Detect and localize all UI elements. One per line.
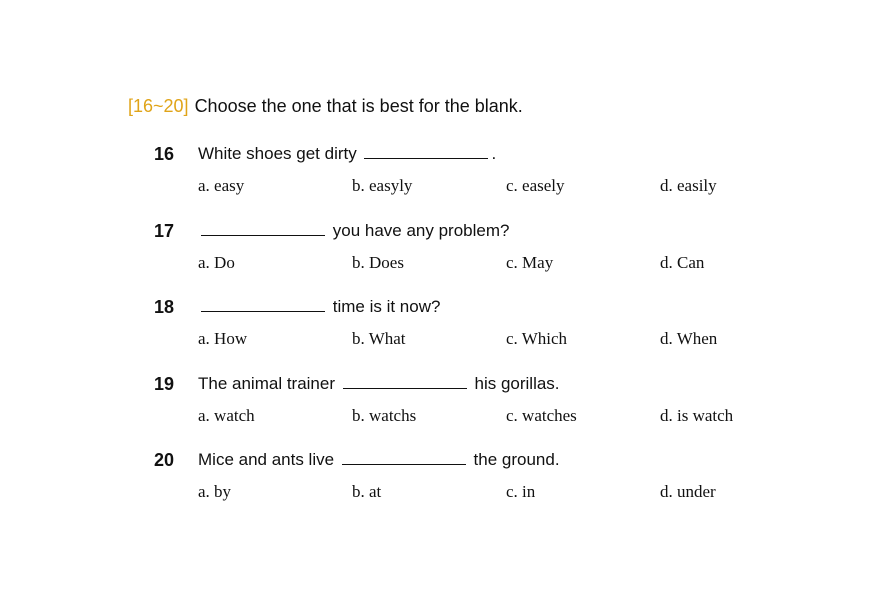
question-text bbox=[198, 372, 560, 396]
option-c[interactable]: c. in bbox=[506, 482, 536, 501]
option-c[interactable]: c. Which bbox=[506, 329, 568, 348]
question-number: 16 bbox=[154, 144, 175, 164]
question-line bbox=[154, 448, 834, 472]
answer-blank bbox=[201, 296, 325, 312]
option-b[interactable]: b. Does bbox=[352, 253, 404, 272]
option-a[interactable]: a. by bbox=[198, 482, 232, 501]
question-text-before: The animal trainer bbox=[198, 374, 336, 393]
option-b[interactable]: b. at bbox=[352, 482, 382, 501]
question-16 bbox=[154, 142, 834, 198]
question-text-after: . bbox=[491, 144, 497, 163]
question-18 bbox=[154, 295, 834, 351]
option-a[interactable]: a. Do bbox=[198, 253, 235, 272]
question-line bbox=[154, 219, 834, 243]
question-text-before: Mice and ants live bbox=[198, 450, 335, 469]
question-text-after: you have any problem? bbox=[332, 221, 510, 240]
option-d[interactable]: d. Can bbox=[660, 253, 705, 272]
answer-options bbox=[154, 251, 834, 275]
option-b[interactable]: b. easyly bbox=[352, 176, 413, 195]
answer-blank bbox=[343, 373, 467, 389]
option-a[interactable]: a. easy bbox=[198, 176, 245, 195]
question-text bbox=[198, 142, 496, 166]
option-b[interactable]: b. What bbox=[352, 329, 406, 348]
answer-options bbox=[154, 480, 834, 504]
section-header bbox=[128, 94, 523, 118]
option-d[interactable]: d. under bbox=[660, 482, 716, 501]
question-number: 18 bbox=[154, 297, 175, 317]
option-c[interactable]: c. easely bbox=[506, 176, 565, 195]
answer-blank bbox=[364, 143, 488, 159]
question-text-after: the ground. bbox=[473, 450, 560, 469]
question-text-before: White shoes get dirty bbox=[198, 144, 357, 163]
answer-blank bbox=[342, 449, 466, 465]
question-text bbox=[198, 219, 509, 243]
answer-options bbox=[154, 174, 834, 198]
question-number: 20 bbox=[154, 450, 175, 470]
question-text-after: time is it now? bbox=[332, 297, 441, 316]
question-19 bbox=[154, 372, 834, 428]
option-c[interactable]: c. watches bbox=[506, 406, 577, 425]
option-a[interactable]: a. watch bbox=[198, 406, 255, 425]
option-b[interactable]: b. watchs bbox=[352, 406, 417, 425]
option-d[interactable]: d. is watch bbox=[660, 406, 734, 425]
question-20 bbox=[154, 448, 834, 504]
option-d[interactable]: d. easily bbox=[660, 176, 717, 195]
option-c[interactable]: c. May bbox=[506, 253, 554, 272]
question-17 bbox=[154, 219, 834, 275]
question-line bbox=[154, 295, 834, 319]
question-line bbox=[154, 372, 834, 396]
question-number: 19 bbox=[154, 374, 175, 394]
question-number: 17 bbox=[154, 221, 175, 241]
answer-options bbox=[154, 404, 834, 428]
instruction-text: Choose the one that is best for the blank. bbox=[194, 96, 523, 116]
question-text-after: his gorillas. bbox=[474, 374, 560, 393]
option-a[interactable]: a. How bbox=[198, 329, 248, 348]
question-text bbox=[198, 295, 440, 319]
question-text bbox=[198, 448, 560, 472]
answer-blank bbox=[201, 220, 325, 236]
question-range: [16~20] bbox=[128, 96, 189, 116]
option-d[interactable]: d. When bbox=[660, 329, 718, 348]
question-line bbox=[154, 142, 834, 166]
answer-options bbox=[154, 327, 834, 351]
